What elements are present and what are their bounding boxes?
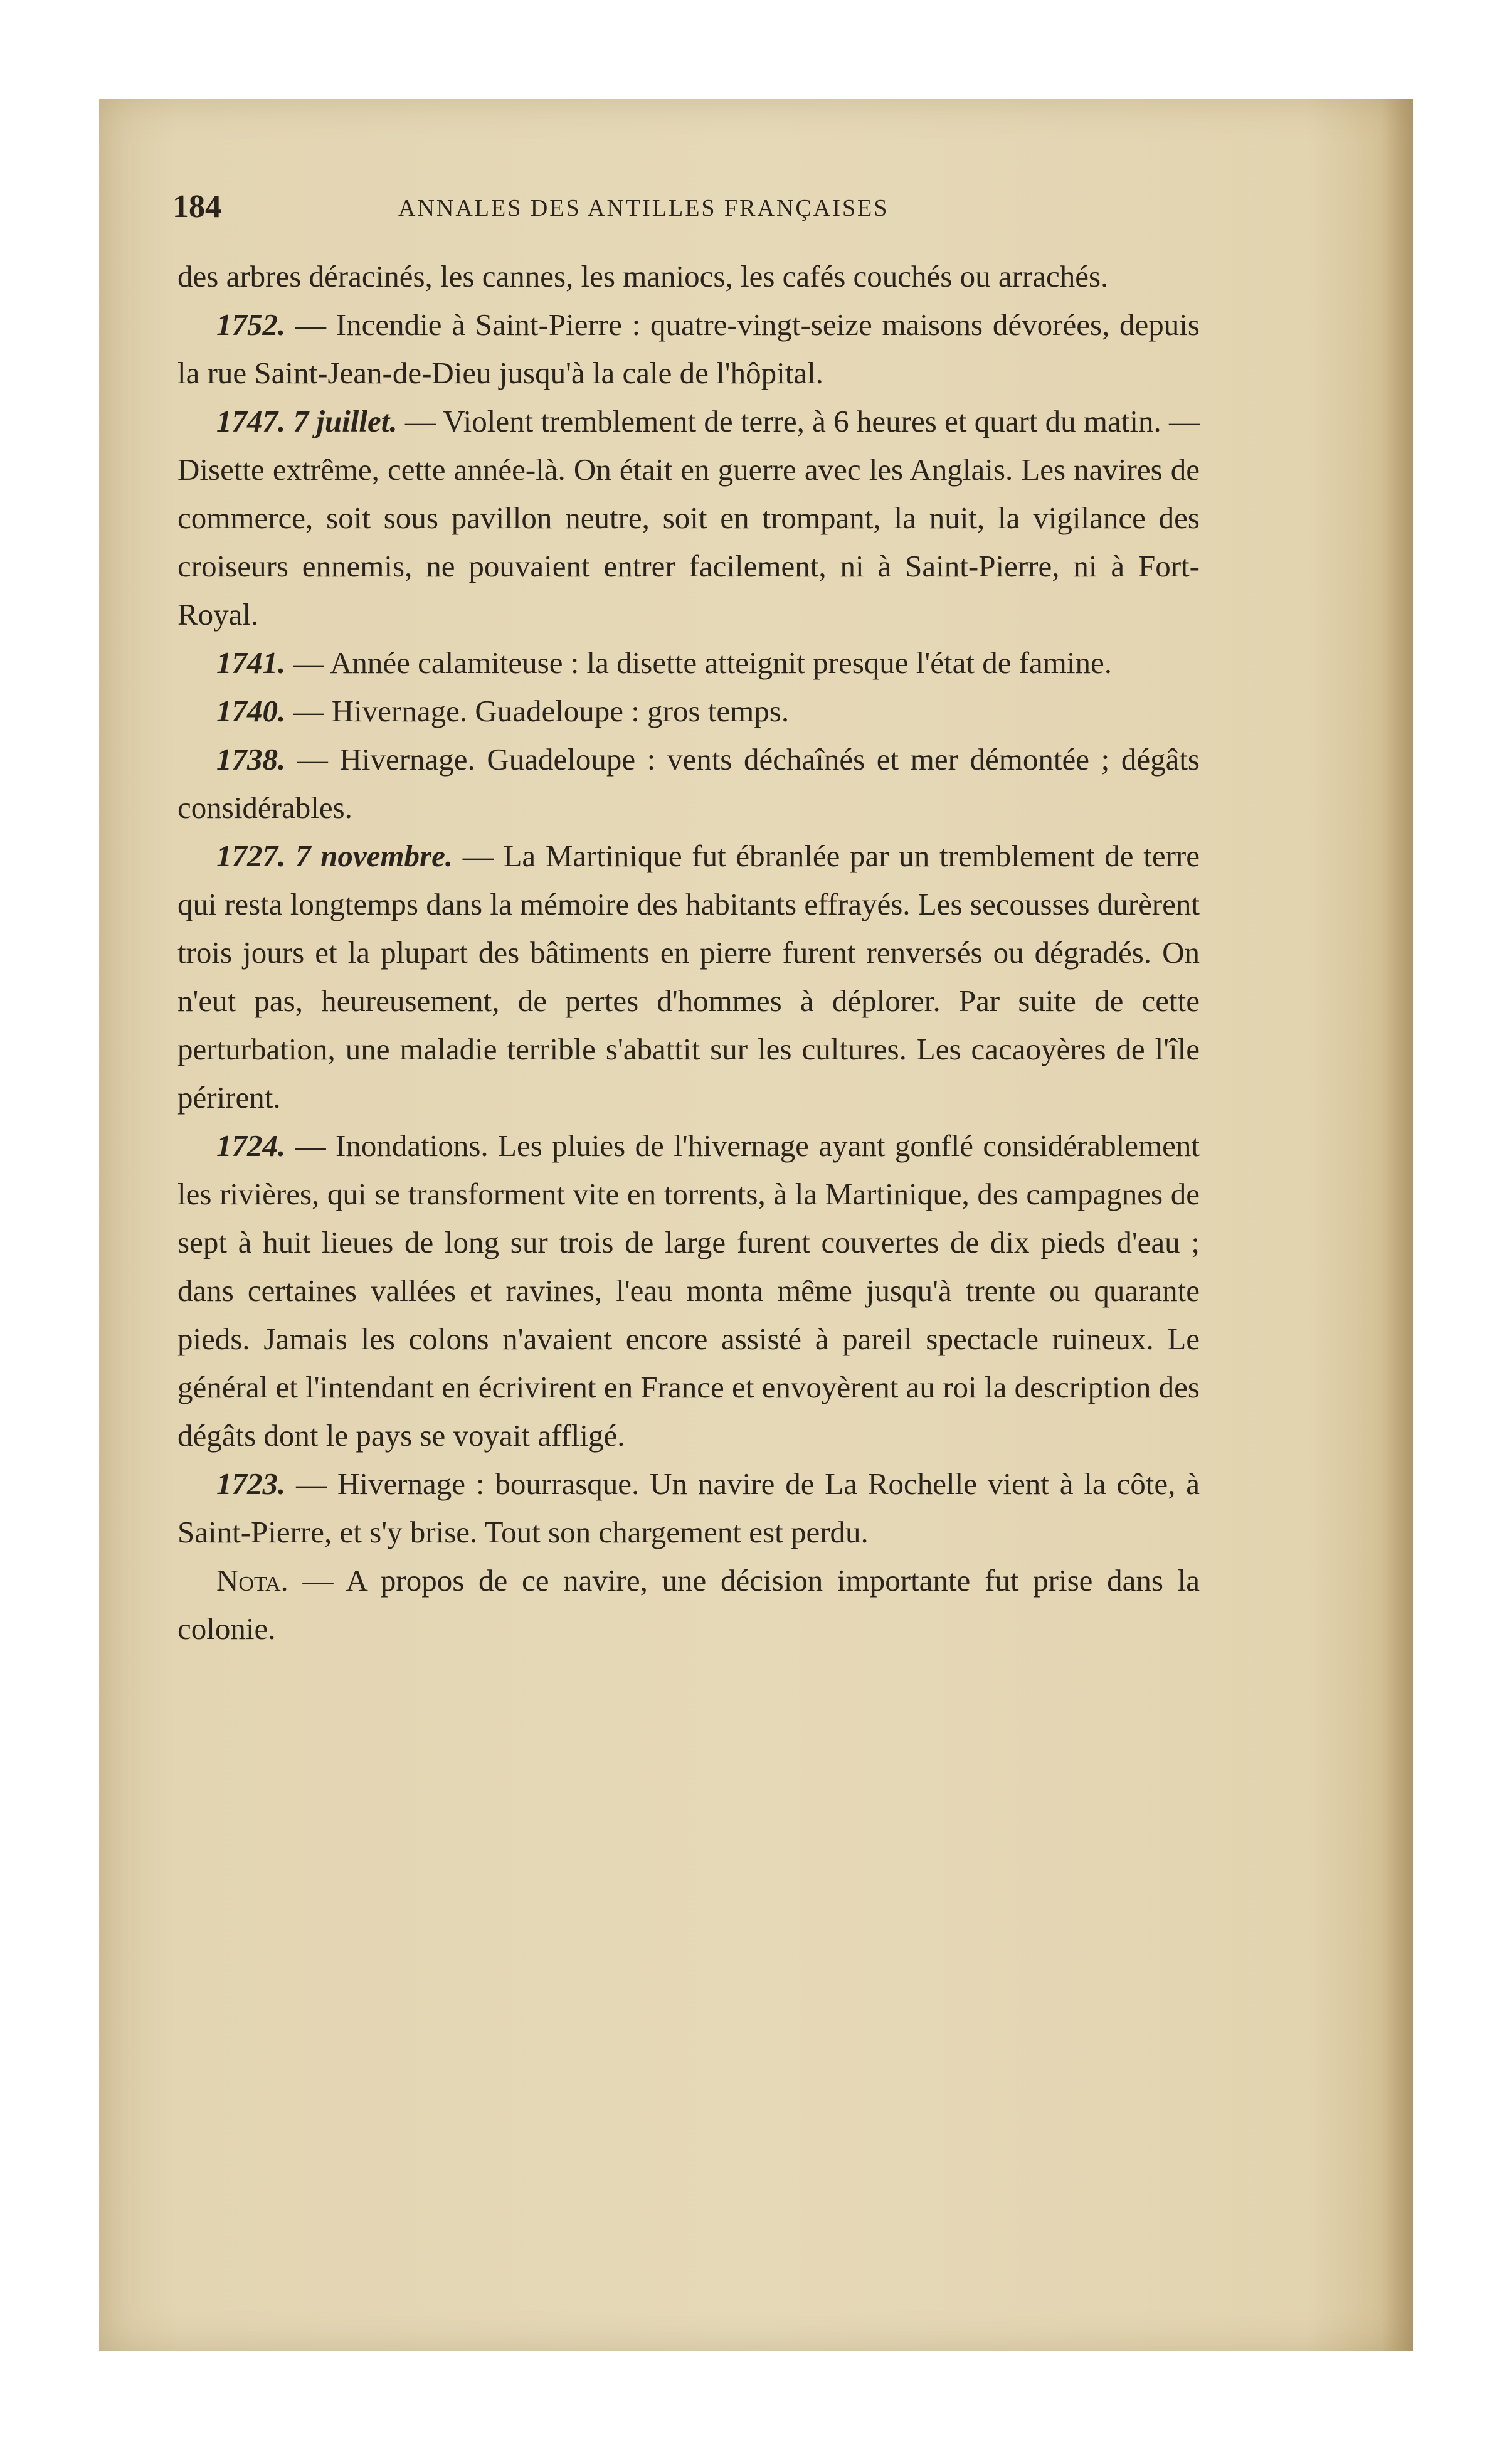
entry-text: — La Martinique fut ébranlée par un tremblement de terre qui resta longtemps dans la mémoire des habitants effrayés. Les secousses durèrent trois jours et la plupart des bâtiments en pierre furent renversés ou dégradés. On n'eut pas, heureusement, de pertes d'hommes à déplorer. Par suite de cette perturbation, une maladie terrible s'abattit sur les cultures. Les cacaoyères de l'île périrent. [177, 839, 1200, 1115]
entry-year: 1747. [216, 404, 286, 438]
entry-year: 1738. [216, 742, 286, 777]
entry-date: 7 novembre. [285, 839, 453, 873]
entry-year: 1741. [216, 645, 286, 680]
body-text [177, 252, 1200, 1653]
entry-text: — Hivernage. Guadeloupe : gros temps. [285, 694, 790, 728]
entry-1740 [177, 687, 1200, 735]
entry-1724 [177, 1122, 1200, 1460]
nota-paragraph [177, 1556, 1200, 1653]
entry-1727 [177, 832, 1200, 1122]
running-title: ANNALES DES ANTILLES FRANÇAISES [398, 195, 889, 221]
entry-year: 1723. [216, 1466, 286, 1501]
entry-1741 [177, 639, 1200, 687]
page-header [172, 188, 1320, 238]
entry-1723 [177, 1460, 1200, 1556]
entry-year: 1727. [216, 839, 286, 873]
nota-label: Nota. [216, 1563, 288, 1598]
entry-1747 [177, 397, 1200, 639]
entry-text: — Hivernage : bourrasque. Un navire de La Rochelle vient à la côte, à Saint-Pierre, et s'y brise. Tout son chargement est perdu. [177, 1466, 1200, 1549]
page-number: 184 [172, 189, 221, 225]
entry-text: — Hivernage. Guadeloupe : vents déchaînés et mer démontée ; dégâts considérables. [177, 742, 1200, 825]
entry-date: 7 juillet. [285, 404, 398, 438]
entry-1752 [177, 300, 1200, 397]
entry-year: 1740. [216, 694, 286, 728]
entry-text: — Année calamiteuse : la disette atteignit presque l'état de famine. [285, 645, 1112, 680]
paragraph-text: des arbres déracinés, les cannes, les maniocs, les cafés couchés ou arrachés. [177, 259, 1109, 294]
entry-year: 1752. [216, 307, 286, 342]
entry-text: — Violent tremblement de terre, à 6 heures et quart du matin. — Disette extrême, cette année-là. On était en guerre avec les Anglais. Les navires de commerce, soit sous pavillon neutre, soit en trompant, la nuit, la vigilance des croiseurs ennemis, ne pouvaient entrer facilement, ni à Saint-Pierre, ni à Fort-Royal. [177, 404, 1200, 632]
entry-text: — Incendie à Saint-Pierre : quatre-vingt-seize maisons dévorées, depuis la rue Saint-Jean-de-Dieu jusqu'à la cale de l'hôpital. [177, 307, 1200, 390]
entry-1738 [177, 735, 1200, 832]
nota-text: — A propos de ce navire, une décision importante fut prise dans la colonie. [177, 1563, 1200, 1646]
entry-text: — Inondations. Les pluies de l'hivernage ayant gonflé considérablement les rivières, qui se transforment vite en torrents, à la Martinique, des campagnes de sept à huit lieues de long sur trois de large furent couvertes de dix pieds d'eau ; dans certaines vallées et ravines, l'eau monta même jusqu'à trente ou quarante pieds. Jamais les colons n'avaient encore assisté à pareil spectacle ruineux. Le général et l'intendant en écrivirent en France et envoyèrent au roi la description des dégâts dont le pays se voyait affligé. [177, 1128, 1200, 1453]
paragraph-continuation [177, 252, 1200, 300]
entry-year: 1724. [216, 1128, 286, 1163]
